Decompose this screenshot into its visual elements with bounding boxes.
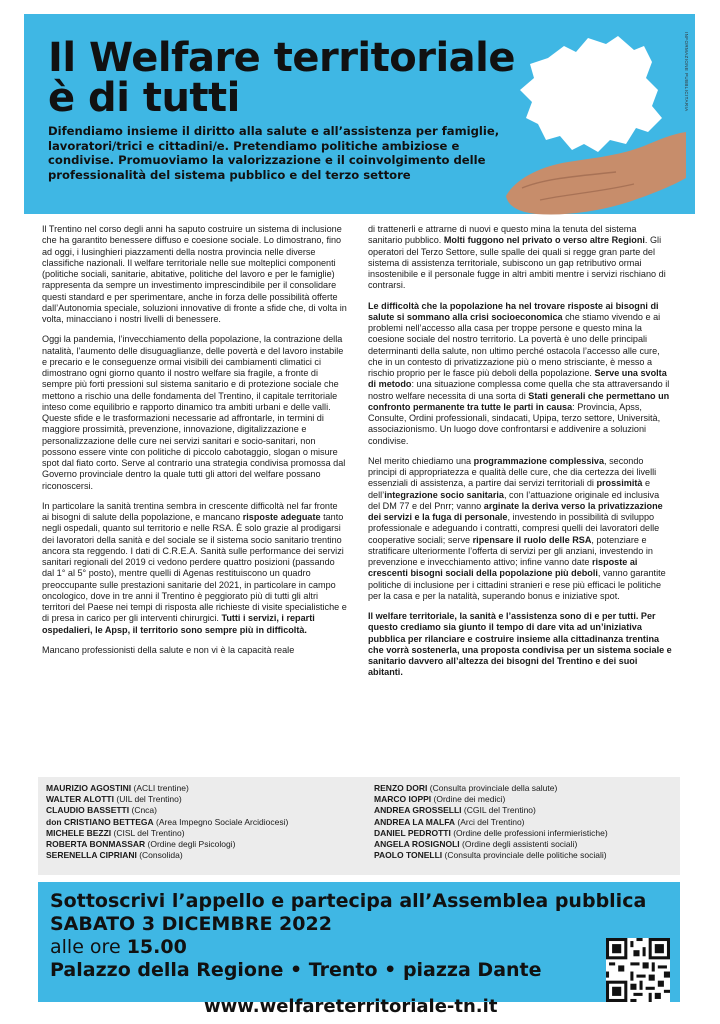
text-run: che stiamo vivendo e ai problemi nell’accesso alla casa per troppe persone e questo mina la coesione sociale del nostro territorio. La povertà è uno delle principali determinanti della salute, non ultimo perché ostacola l’accesso alle cure, che in un contesto di privatizzazione più o meno strisciante, è messo a rischio proprio per le fasce più deboli della popolazione. — [368, 311, 661, 378]
signatory: DANIEL PEDROTTI (Ordine delle professioni infermieristiche) — [374, 827, 608, 838]
signatory: don CRISTIANO BETTEGA (Area Impegno Sociale Arcidiocesi) — [46, 816, 289, 827]
highlight-text: Serve una svolta di metodo — [368, 368, 667, 390]
poster — [24, 14, 695, 1012]
event-time-prefix: alle ore — [50, 936, 127, 958]
highlight-text: Stati generali che permettano un confronto permanente tra tutte le parti in causa — [368, 390, 670, 412]
signatory: ANDREA LA MALFA (Arci del Trentino) — [374, 816, 525, 827]
paragraph: Il Trentino nel corso degli anni ha saputo costruire un sistema di inclusione che ha garantito benessere diffuso e coesione sociale. Lo dimostrano, fino ad oggi, i lusinghieri piazzamenti della nostra provincia nelle diverse classifiche nazionali. Il welfare territoriale nelle sue molteplici componenti (politiche sociali, sanitarie, abitative, politiche del lavoro e per le famiglie) rappresenta da sempre un investimento imprescindibile per il consolidare questi standard e per sperimentare, anche in forza delle possibilità offerte dall’Autonomia speciale, soluzioni innovative di fronte a sfide che, di volta in volta, minacciano i nostri livelli di benessere. — [42, 224, 347, 324]
paragraph: Mancano professionisti della salute e non vi è la capacità reale — [42, 644, 295, 655]
event-time — [50, 936, 187, 959]
highlight-text: Tutti i servizi, i reparti ospedalieri, le Apsp, il territorio sono sempre più in difficoltà. — [42, 613, 315, 635]
signatory: PAOLO TONELLI (Consulta provinciale delle politiche sociali) — [374, 850, 607, 861]
paragraph — [368, 456, 673, 602]
signatory: MICHELE BEZZI (CISL del Trentino) — [46, 827, 185, 838]
signatory: CLAUDIO BASSETTI (Cnca) — [46, 805, 157, 816]
closing-statement — [368, 611, 673, 679]
text-run: e dell’ — [368, 478, 651, 500]
text-run: : Provincia, Apss, Consulte, Ordini professionali, sindacati, Upipa, terzo settore, Università, associazionismo. Un luogo dove confrontarsi e addivenire a soluzioni condivise. — [368, 401, 661, 446]
text-run: : una situazione complessa come quella che sta attraversando il nostro welfare necessita di una sorta di — [368, 379, 670, 401]
signatory: ANDREA GROSSELLI (CGIL del Trentino) — [374, 805, 536, 816]
page-subtitle: Difendiamo insieme il diritto alla salute e all’assistenza per famiglie, lavoratori/trici e cittadini/e. Pretendiamo politiche ambiziose e condivise. Promuoviamo la valorizzazione e il coinvolgimento delle professionalità del sistema pubblico e del terzo settore — [48, 124, 500, 182]
website-link[interactable]: www.welfareterritoriale-tn.it — [204, 996, 498, 1017]
title-line-1: Il Welfare territoriale — [48, 35, 516, 81]
highlight-text: arginate la deriva verso la privatizzazione dei servizi e la fuga di personale — [368, 500, 663, 522]
signatories-box — [38, 777, 680, 875]
qr-code-icon[interactable] — [606, 938, 670, 1002]
text-run: Nel merito chiediamo una — [368, 455, 474, 466]
event-time-value: 15.00 — [126, 936, 187, 958]
highlight-text: Molti fuggono nel privato o verso altre Regioni — [443, 235, 645, 246]
page-title — [48, 35, 516, 121]
event-banner — [38, 882, 680, 1002]
signatories-right — [374, 783, 608, 861]
paragraph — [368, 301, 673, 447]
text-run: , secondo principi di appropriatezza e qualità delle cure, che dia certezza dei livelli essenziali di assistenza, a partire dai servizi territoriali di — [368, 455, 657, 489]
highlight-text: ripensare il ruolo delle RSA — [472, 534, 592, 545]
signatory: RENZO DORI (Consulta provinciale della salute) — [374, 783, 558, 793]
event-date: SABATO 3 DICEMBRE 2022 — [50, 913, 332, 935]
signatory: WALTER ALOTTI (UIL del Trentino) — [46, 794, 182, 805]
title-line-2: è di tutti — [48, 75, 240, 121]
signatory: ROBERTA BONMASSAR (Ordine degli Psicologi) — [46, 839, 236, 850]
highlight-text: integrazione socio sanitaria — [384, 489, 504, 500]
event-place: Palazzo della Regione • Trento • piazza Dante — [50, 959, 542, 981]
article-column-left — [42, 224, 347, 665]
article-column-right — [368, 224, 673, 688]
text-run: , vanno garantite politiche di inclusione per i cittadini stranieri e rese più efficaci le politiche per la casa e per la natalità, superando bonus e iniziative spot. — [368, 568, 666, 601]
text-run: , investendo in possibilità di sviluppo professionale e adeguando i contratti, compresi quelli dei lavoratori delle cooperative sociali; serve — [368, 512, 660, 545]
text-run: , con l’attuazione originale ed inclusiva del DM 77 e del Pnrr; vanno — [368, 489, 660, 511]
highlight-text: prossimità — [596, 478, 643, 489]
paragraph — [368, 224, 673, 292]
advertising-label: INFORMAZIONE PUBBLICITARIA — [684, 32, 689, 112]
text-run: In particolare la sanità trentina sembra in crescente difficoltà nel far fronte ai bisogni di salute della popolazione, e mancano — [42, 500, 338, 522]
text-run: di trattenerli e attrarne di nuovi e questo mina la tenuta del sistema sanitario pubblico. — [368, 224, 637, 246]
text-run: . Gli operatori del Terzo Settore, sulle spalle dei quali si regge gran parte del sistema di assistenza territoriale, subiscono un gap retributivo ormai insostenibile e il personale fugge in altri ambiti mentre i servizi rischiano di contrarsi. — [368, 235, 666, 291]
signatories-left — [46, 783, 288, 861]
call-to-action: Sottoscrivi l’appello e partecipa all’Assemblea pubblica — [50, 890, 647, 912]
text-run: tanto negli ospedali, quanto sul territorio e nelle RSA. È solo grazie al prodigarsi dei lavoratori della sanità e del sociale se il sistema socio sanitario trentino ancora sta reggendo. I dati di C.R.E.A. Sanità sulle performance dei servizi sanitari regionali del 2019 ci vedono perdere quattro posizioni (passando dal 1° al 5° posto), mentre quelli di Agenas restituiscono un quadro preoccupante sulle prestazioni sanitarie del 2021, in particolare in campo oncologico, dove in tre anni il Trentino è peggiorato più di tutti gli altri territori del Paese nei tempi di risposta alle richieste di visite specialistiche e di presa in carico per gli interventi chirurgici. — [42, 512, 347, 624]
highlight-text: risposte adeguate — [242, 512, 321, 522]
paragraph — [42, 501, 347, 636]
signatory: ANGELA ROSIGNOLI (Ordine degli assistenti sociali) — [374, 839, 578, 850]
hand-holding-map-icon — [476, 28, 688, 218]
signatory: MARCO IOPPI (Ordine dei medici) — [374, 794, 506, 805]
paragraph: Oggi la pandemia, l’invecchiamento della popolazione, la contrazione della natalità, l’aumento delle disuguaglianze, delle povertà e del lavoro instabile e precario e le conseguenze ormai visibili dei cambiamenti climatici ci dimostrano ogni giorno quanto il nostro welfare sia fragile, a fronte di sempre più forti pressioni sul sistema sanitario e di protezione sociale che mettono a rischio una delle fondamenta del Trentino, il capitale territoriale inteso come equilibrio e rapporto dinamico tra ambiti urbani e delle valli. Queste sfide e le trasformazioni necessarie ad affrontarle, in termini di maggiore prossimità, prevenzione, innovazione, digitalizzazione e personalizzazione delle cure nei servizi sanitari e socio-sanitari, non possono essere vinte con politiche di piccolo cabotaggio, slogan o misure spot dal fiato corto. Serve al contrario una strategia condivisa promossa dal Governo provinciale dentro la quale tutti gli attori del welfare possano riconoscersi. — [42, 334, 346, 491]
highlight-text: Il welfare territoriale, la sanità e l’assistenza sono di e per tutti. Per questo crediamo sia giunto il tempo di dare vita ad un’iniziativa pubblica per rilanciare e costruire insieme alla cittadinanza trentina che vorrà sostenerla, una proposta condivisa per un sistema sociale e sanitario davvero all’altezza dei bisogni del Trentino e dei suoi abitanti. — [368, 611, 672, 678]
text-run: , potenziare e stratificare ulteriormente l’offerta di servizi per gli anziani, investendo in prevenzione e invecchiamento attivo; infine vanno date — [368, 534, 653, 567]
signatory: MAURIZIO AGOSTINI (ACLI trentine) — [46, 783, 189, 793]
signatory: SERENELLA CIPRIANI (Consolida) — [46, 850, 183, 861]
header-banner — [24, 14, 695, 214]
highlight-text: programmazione complessiva — [473, 455, 605, 466]
highlight-text: Le difficoltà che la popolazione ha nel trovare risposte ai bisogni di salute si sommano alla crisi socioeconomica — [368, 300, 659, 322]
highlight-text: risposte ai crescenti bisogni sociali della popolazione più deboli — [368, 557, 638, 579]
